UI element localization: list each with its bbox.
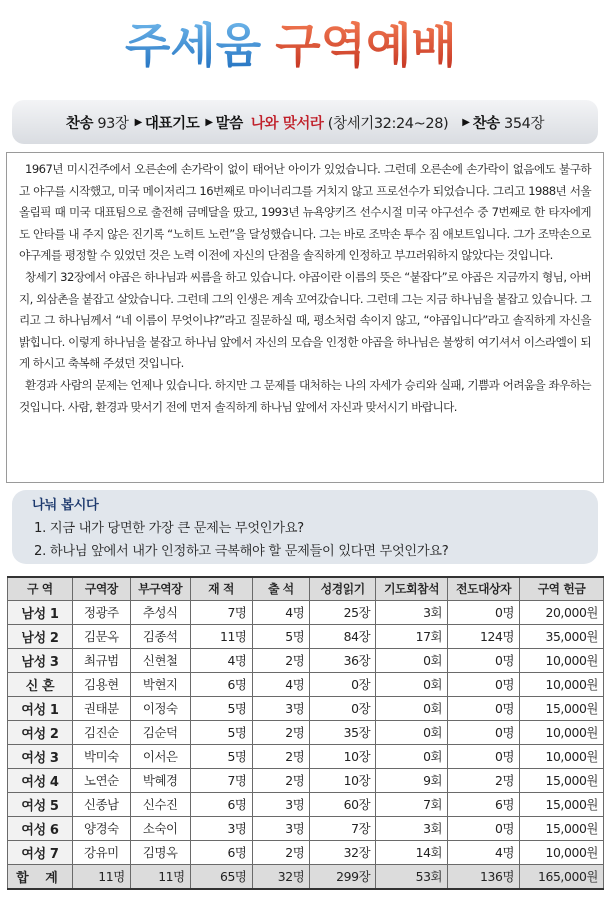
table-cell: 36장	[310, 648, 376, 672]
hymn1-value: 93장	[97, 115, 129, 132]
table-cell: 17회	[376, 624, 448, 648]
sermon-title: 나와 맞서라	[250, 115, 324, 132]
discussion-heading: 나눠 봅시다	[32, 498, 99, 513]
table-cell: 5명	[190, 696, 252, 720]
arrow-right-icon: ▶	[205, 116, 213, 128]
table-cell: 김종석	[130, 624, 190, 648]
table-row	[8, 840, 604, 864]
column-header: 전도대상자	[448, 577, 520, 600]
table-cell: 6명	[448, 792, 520, 816]
table-row	[8, 672, 604, 696]
group-name-cell: 여성 2	[8, 720, 73, 744]
table-cell: 15,000원	[520, 768, 604, 792]
worship-order-bar	[12, 100, 598, 144]
group-name-cell: 여성 7	[8, 840, 73, 864]
table-cell: 10,000원	[520, 720, 604, 744]
table-cell: 53회	[376, 864, 448, 889]
table-cell: 0장	[310, 696, 376, 720]
table-cell: 4명	[190, 648, 252, 672]
table-cell: 0회	[376, 744, 448, 768]
table-cell: 4명	[252, 672, 310, 696]
table-cell: 3명	[252, 816, 310, 840]
prayer-label: 대표기도	[144, 115, 200, 132]
table-cell: 강유미	[72, 840, 130, 864]
table-cell: 0명	[448, 648, 520, 672]
table-cell: 0명	[448, 720, 520, 744]
table-cell: 2명	[252, 648, 310, 672]
table-cell: 4명	[448, 840, 520, 864]
table-row	[8, 648, 604, 672]
table-row	[8, 792, 604, 816]
table-cell: 7장	[310, 816, 376, 840]
table-cell: 5명	[190, 720, 252, 744]
table-body	[8, 600, 604, 889]
table-cell: 9회	[376, 768, 448, 792]
table-cell: 소숙이	[130, 816, 190, 840]
table-cell: 25장	[310, 600, 376, 624]
column-header: 출 석	[252, 577, 310, 600]
group-name-cell: 여성 5	[8, 792, 73, 816]
discussion-box	[12, 490, 598, 564]
table-cell: 0명	[448, 816, 520, 840]
table-cell: 20,000원	[520, 600, 604, 624]
table-cell: 299장	[310, 864, 376, 889]
table-cell: 10장	[310, 768, 376, 792]
table-cell: 32장	[310, 840, 376, 864]
table-cell: 2명	[252, 840, 310, 864]
table-row	[8, 624, 604, 648]
table-cell: 136명	[448, 864, 520, 889]
sermon-paragraph: 1967년 미시건주에서 오른손에 손가락이 없이 태어난 아이가 있었습니다. 그런데 오른손에 손가락이 없음에도 불구하고 야구를 시작했고, 미국 메이저리그 16번째로 마이너리그를 거치지 않고 프로선수가 되었습니다. 그리고 1988년 서울올림픽 때 미국 대표팀으로 출전해 금메달을 땄고, 1993년 뉴욕양키즈 선수시절 미국 야구선수 중 7번째로 한 타자에게도 안타를 내 주지 않은 진기록 “노히트 노런”을 달성했습니다. 그는 바로 조막손 투수 짐 애보트입니다. 그가 조막손으로 야구계를 평정할 수 있었던 것은 노력 이전에 자신의 단점을 솔직하게 인정하고 부끄러워하지 않았다는 것입니다.	[19, 162, 591, 263]
table-cell: 권태분	[72, 696, 130, 720]
table-cell: 김명옥	[130, 840, 190, 864]
table-row	[8, 696, 604, 720]
table-row	[8, 720, 604, 744]
column-header: 구역장	[72, 577, 130, 600]
table-cell: 7회	[376, 792, 448, 816]
table-cell: 6명	[190, 672, 252, 696]
scripture-ref: (창세기32:24~28)	[327, 115, 449, 132]
table-cell: 김순덕	[130, 720, 190, 744]
sermon-text-box	[6, 152, 604, 483]
table-cell: 노연순	[72, 768, 130, 792]
page-title-graphic	[125, 8, 487, 82]
table-cell: 35,000원	[520, 624, 604, 648]
column-header: 성경읽기	[310, 577, 376, 600]
group-name-cell: 여성 4	[8, 768, 73, 792]
sermon-paragraph: 환경과 사람의 문제는 언제나 있습니다. 하지만 그 문제를 대처하는 나의 자세가 승리와 실패, 기쁨과 어려움을 좌우하는 것입니다. 사람, 환경과 맞서기 전에 먼저 솔직하게 하나님 앞에서 자신과 맞서시기 바랍니다.	[19, 377, 591, 414]
table-cell: 3회	[376, 816, 448, 840]
title-area	[0, 0, 611, 88]
table-cell: 10,000원	[520, 672, 604, 696]
table-cell: 0회	[376, 696, 448, 720]
table-cell: 김용현	[72, 672, 130, 696]
group-name-cell: 신 혼	[8, 672, 73, 696]
table-cell: 3명	[252, 792, 310, 816]
table-cell: 박미숙	[72, 744, 130, 768]
table-cell: 14회	[376, 840, 448, 864]
table-cell: 3명	[252, 696, 310, 720]
table-cell: 0명	[448, 696, 520, 720]
arrow-right-icon: ▶	[134, 116, 142, 128]
table-cell: 박현지	[130, 672, 190, 696]
table-cell: 2명	[252, 768, 310, 792]
table-cell: 11명	[190, 624, 252, 648]
table-cell: 7명	[190, 768, 252, 792]
table-cell: 11명	[72, 864, 130, 889]
sermon-label: 말씀	[215, 115, 243, 132]
table-cell: 3명	[190, 816, 252, 840]
column-header: 부구역장	[130, 577, 190, 600]
table-cell: 7명	[190, 600, 252, 624]
table-cell: 신수진	[130, 792, 190, 816]
table-cell: 0명	[448, 744, 520, 768]
page-title: 주세움 구역예배	[125, 19, 457, 74]
sermon-paragraph: 창세기 32장에서 야곱은 하나님과 씨름을 하고 있습니다. 야곱이란 이름의 뜻은 “붙잡다”로 야곱은 지금까지 형님, 아버지, 외삼촌을 붙잡고 살았습니다. 그런데 그의 인생은 계속 꼬여갔습니다. 그런데 그는 지금 하나님을 붙잡고 있습니다. 그리고 그 하나님께서 “네 이름이 무엇이냐?”라고 질문하실 때, 평소처럼 속이지 않고, “야곱입니다”라고 솔직하게 자신을 밝힙니다. 이렇게 하나님을 붙잡고 하나님 앞에서 자신의 모습을 인정한 야곱을 하나님은 불쌍히 여기셔서 이스라엘이 되게 하시고 축복해 주셨던 것입니다.	[19, 269, 591, 371]
table-cell: 0회	[376, 648, 448, 672]
table-cell: 124명	[448, 624, 520, 648]
arrow-right-icon: ▶	[462, 116, 470, 128]
table-cell: 김진순	[72, 720, 130, 744]
table-row	[8, 600, 604, 624]
group-name-cell: 합 계	[8, 864, 73, 889]
table-cell: 15,000원	[520, 792, 604, 816]
table-cell: 정광주	[72, 600, 130, 624]
group-report-table	[7, 576, 604, 890]
table-cell: 박혜경	[130, 768, 190, 792]
table-cell: 165,000원	[520, 864, 604, 889]
hymn2-value: 354장	[504, 115, 545, 132]
table-cell: 60장	[310, 792, 376, 816]
table-header-row	[8, 577, 604, 600]
table-cell: 10,000원	[520, 744, 604, 768]
table-cell: 6명	[190, 840, 252, 864]
table-cell: 32명	[252, 864, 310, 889]
group-name-cell: 남성 1	[8, 600, 73, 624]
table-cell: 추성식	[130, 600, 190, 624]
table-cell: 최규범	[72, 648, 130, 672]
table-cell: 이정숙	[130, 696, 190, 720]
table-cell: 11명	[130, 864, 190, 889]
table-cell: 5명	[190, 744, 252, 768]
column-header: 구 역	[8, 577, 73, 600]
column-header: 재 적	[190, 577, 252, 600]
table-cell: 10,000원	[520, 648, 604, 672]
table-cell: 5명	[252, 624, 310, 648]
table-cell: 35장	[310, 720, 376, 744]
table-cell: 6명	[190, 792, 252, 816]
table-row	[8, 816, 604, 840]
table-total-row	[8, 864, 604, 889]
hymn1-label: 찬송	[65, 115, 94, 132]
table-row	[8, 768, 604, 792]
table-cell: 신현철	[130, 648, 190, 672]
table-cell: 65명	[190, 864, 252, 889]
table-cell: 2명	[448, 768, 520, 792]
table-cell: 신종남	[72, 792, 130, 816]
table-cell: 0회	[376, 672, 448, 696]
table-cell: 0장	[310, 672, 376, 696]
group-name-cell: 남성 3	[8, 648, 73, 672]
table-cell: 2명	[252, 720, 310, 744]
table-cell: 84장	[310, 624, 376, 648]
table-cell: 10장	[310, 744, 376, 768]
table-cell: 0회	[376, 720, 448, 744]
hymn2-label: 찬송	[472, 115, 500, 132]
column-header: 기도회참석	[376, 577, 448, 600]
table-cell: 0명	[448, 600, 520, 624]
table-cell: 이서은	[130, 744, 190, 768]
table-cell: 김문옥	[72, 624, 130, 648]
discussion-question: 2. 하나님 앞에서 내가 인정하고 극복해야 할 문제들이 있다면 무엇인가요?	[34, 544, 449, 559]
table-cell: 15,000원	[520, 816, 604, 840]
table-cell: 양경숙	[72, 816, 130, 840]
table-row	[8, 744, 604, 768]
group-name-cell: 여성 1	[8, 696, 73, 720]
table-cell: 4명	[252, 600, 310, 624]
table-cell: 0명	[448, 672, 520, 696]
group-name-cell: 여성 6	[8, 816, 73, 840]
table-cell: 10,000원	[520, 840, 604, 864]
table-cell: 15,000원	[520, 696, 604, 720]
group-name-cell: 여성 3	[8, 744, 73, 768]
discussion-question: 1. 지금 내가 당면한 가장 큰 문제는 무엇인가요?	[34, 521, 304, 536]
table-cell: 3회	[376, 600, 448, 624]
table-cell: 2명	[252, 744, 310, 768]
group-name-cell: 남성 2	[8, 624, 73, 648]
column-header: 구역 헌금	[520, 577, 604, 600]
